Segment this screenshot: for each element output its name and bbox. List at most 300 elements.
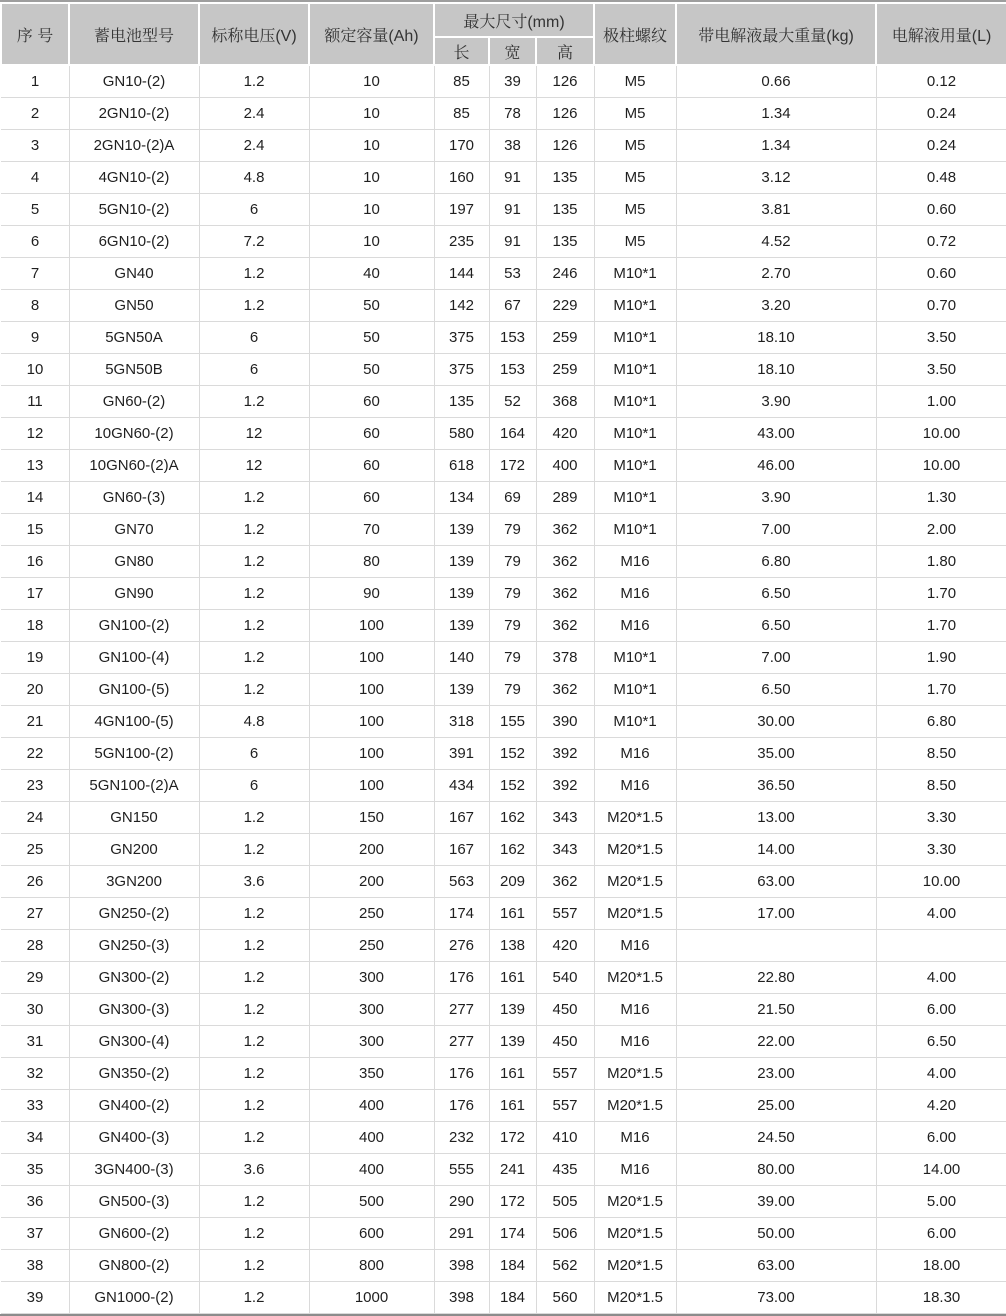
cell-height: 362 xyxy=(536,578,594,610)
column-header-serial: 序 号 xyxy=(1,3,69,65)
cell-model: GN100-(4) xyxy=(69,642,199,674)
cell-capacity: 400 xyxy=(309,1122,434,1154)
cell-voltage: 1.2 xyxy=(199,1218,309,1250)
cell-model: GN50 xyxy=(69,290,199,322)
cell-height: 368 xyxy=(536,386,594,418)
cell-electrolyte: 0.24 xyxy=(876,130,1006,162)
cell-length: 197 xyxy=(434,194,489,226)
cell-thread: M5 xyxy=(594,226,676,258)
cell-width: 79 xyxy=(489,514,536,546)
cell-weight: 21.50 xyxy=(676,994,876,1026)
cell-length: 174 xyxy=(434,898,489,930)
column-header-model: 蓄电池型号 xyxy=(69,3,199,65)
cell-serial: 35 xyxy=(1,1154,69,1186)
cell-capacity: 400 xyxy=(309,1090,434,1122)
cell-electrolyte: 0.24 xyxy=(876,98,1006,130)
cell-thread: M20*1.5 xyxy=(594,1218,676,1250)
cell-model: 4GN10-(2) xyxy=(69,162,199,194)
cell-weight: 22.80 xyxy=(676,962,876,994)
cell-weight: 0.66 xyxy=(676,65,876,98)
cell-width: 79 xyxy=(489,642,536,674)
cell-model: GN400-(3) xyxy=(69,1122,199,1154)
cell-length: 140 xyxy=(434,642,489,674)
table-row xyxy=(1,770,1006,802)
cell-thread: M16 xyxy=(594,994,676,1026)
cell-length: 85 xyxy=(434,65,489,98)
cell-weight: 3.20 xyxy=(676,290,876,322)
cell-height: 390 xyxy=(536,706,594,738)
cell-width: 38 xyxy=(489,130,536,162)
cell-width: 139 xyxy=(489,1026,536,1058)
cell-thread: M20*1.5 xyxy=(594,866,676,898)
cell-length: 277 xyxy=(434,1026,489,1058)
cell-thread: M10*1 xyxy=(594,258,676,290)
cell-model: GN100-(5) xyxy=(69,674,199,706)
cell-weight: 18.10 xyxy=(676,354,876,386)
cell-length: 563 xyxy=(434,866,489,898)
cell-capacity: 250 xyxy=(309,930,434,962)
cell-height: 392 xyxy=(536,738,594,770)
cell-capacity: 50 xyxy=(309,322,434,354)
cell-voltage: 12 xyxy=(199,450,309,482)
cell-width: 91 xyxy=(489,194,536,226)
cell-weight: 2.70 xyxy=(676,258,876,290)
cell-capacity: 300 xyxy=(309,1026,434,1058)
cell-weight: 3.81 xyxy=(676,194,876,226)
table-row xyxy=(1,482,1006,514)
cell-voltage: 1.2 xyxy=(199,994,309,1026)
cell-width: 153 xyxy=(489,354,536,386)
table-row xyxy=(1,386,1006,418)
cell-weight: 13.00 xyxy=(676,802,876,834)
cell-model: 3GN400-(3) xyxy=(69,1154,199,1186)
cell-thread: M5 xyxy=(594,65,676,98)
cell-weight: 39.00 xyxy=(676,1186,876,1218)
cell-capacity: 1000 xyxy=(309,1282,434,1314)
cell-thread: M5 xyxy=(594,130,676,162)
cell-weight: 7.00 xyxy=(676,642,876,674)
cell-voltage: 1.2 xyxy=(199,290,309,322)
cell-electrolyte: 10.00 xyxy=(876,866,1006,898)
cell-capacity: 60 xyxy=(309,418,434,450)
cell-electrolyte: 4.00 xyxy=(876,1058,1006,1090)
cell-electrolyte: 6.00 xyxy=(876,1218,1006,1250)
table-row xyxy=(1,1122,1006,1154)
cell-weight: 17.00 xyxy=(676,898,876,930)
cell-weight: 14.00 xyxy=(676,834,876,866)
cell-voltage: 1.2 xyxy=(199,546,309,578)
cell-electrolyte xyxy=(876,930,1006,962)
cell-voltage: 1.2 xyxy=(199,610,309,642)
cell-voltage: 1.2 xyxy=(199,962,309,994)
cell-height: 400 xyxy=(536,450,594,482)
cell-width: 139 xyxy=(489,994,536,1026)
cell-model: GN90 xyxy=(69,578,199,610)
cell-weight: 80.00 xyxy=(676,1154,876,1186)
cell-capacity: 90 xyxy=(309,578,434,610)
cell-electrolyte: 4.00 xyxy=(876,962,1006,994)
cell-width: 161 xyxy=(489,962,536,994)
cell-electrolyte: 18.00 xyxy=(876,1250,1006,1282)
table-row xyxy=(1,418,1006,450)
column-header-electrolyte: 电解液用量(L) xyxy=(876,3,1006,65)
cell-thread: M16 xyxy=(594,546,676,578)
cell-height: 410 xyxy=(536,1122,594,1154)
cell-height: 229 xyxy=(536,290,594,322)
cell-height: 259 xyxy=(536,354,594,386)
cell-thread: M20*1.5 xyxy=(594,1090,676,1122)
cell-width: 152 xyxy=(489,738,536,770)
cell-length: 85 xyxy=(434,98,489,130)
cell-model: GN300-(2) xyxy=(69,962,199,994)
cell-length: 580 xyxy=(434,418,489,450)
cell-length: 139 xyxy=(434,674,489,706)
cell-thread: M16 xyxy=(594,1026,676,1058)
cell-capacity: 10 xyxy=(309,194,434,226)
cell-width: 162 xyxy=(489,834,536,866)
cell-model: 10GN60-(2) xyxy=(69,418,199,450)
cell-height: 135 xyxy=(536,162,594,194)
cell-electrolyte: 8.50 xyxy=(876,770,1006,802)
cell-electrolyte: 5.00 xyxy=(876,1186,1006,1218)
cell-electrolyte: 0.12 xyxy=(876,65,1006,98)
cell-electrolyte: 0.72 xyxy=(876,226,1006,258)
cell-height: 259 xyxy=(536,322,594,354)
cell-width: 152 xyxy=(489,770,536,802)
cell-model: GN200 xyxy=(69,834,199,866)
cell-capacity: 400 xyxy=(309,1154,434,1186)
cell-voltage: 1.2 xyxy=(199,1282,309,1314)
table-row xyxy=(1,642,1006,674)
cell-weight: 23.00 xyxy=(676,1058,876,1090)
cell-capacity: 50 xyxy=(309,354,434,386)
cell-serial: 6 xyxy=(1,226,69,258)
cell-width: 78 xyxy=(489,98,536,130)
table-row xyxy=(1,1090,1006,1122)
cell-thread: M20*1.5 xyxy=(594,1058,676,1090)
cell-length: 144 xyxy=(434,258,489,290)
cell-voltage: 2.4 xyxy=(199,98,309,130)
cell-weight: 36.50 xyxy=(676,770,876,802)
cell-width: 161 xyxy=(489,898,536,930)
cell-thread: M16 xyxy=(594,770,676,802)
cell-height: 126 xyxy=(536,65,594,98)
cell-weight: 6.50 xyxy=(676,674,876,706)
cell-width: 184 xyxy=(489,1250,536,1282)
cell-voltage: 3.6 xyxy=(199,866,309,898)
cell-length: 139 xyxy=(434,610,489,642)
cell-thread: M20*1.5 xyxy=(594,962,676,994)
cell-model: 5GN50B xyxy=(69,354,199,386)
cell-thread: M10*1 xyxy=(594,706,676,738)
table-row xyxy=(1,354,1006,386)
cell-width: 161 xyxy=(489,1090,536,1122)
table-row xyxy=(1,994,1006,1026)
cell-serial: 7 xyxy=(1,258,69,290)
cell-capacity: 200 xyxy=(309,866,434,898)
cell-electrolyte: 14.00 xyxy=(876,1154,1006,1186)
cell-voltage: 4.8 xyxy=(199,162,309,194)
cell-electrolyte: 4.20 xyxy=(876,1090,1006,1122)
cell-length: 375 xyxy=(434,354,489,386)
cell-voltage: 1.2 xyxy=(199,1250,309,1282)
battery-spec-table xyxy=(0,2,1006,1314)
cell-length: 618 xyxy=(434,450,489,482)
cell-thread: M10*1 xyxy=(594,450,676,482)
cell-height: 420 xyxy=(536,930,594,962)
cell-thread: M20*1.5 xyxy=(594,1186,676,1218)
cell-height: 505 xyxy=(536,1186,594,1218)
table-header xyxy=(1,3,1006,65)
cell-voltage: 1.2 xyxy=(199,930,309,962)
cell-electrolyte: 10.00 xyxy=(876,450,1006,482)
cell-serial: 24 xyxy=(1,802,69,834)
cell-serial: 22 xyxy=(1,738,69,770)
cell-voltage: 1.2 xyxy=(199,65,309,98)
cell-length: 134 xyxy=(434,482,489,514)
cell-serial: 1 xyxy=(1,65,69,98)
cell-serial: 13 xyxy=(1,450,69,482)
cell-height: 246 xyxy=(536,258,594,290)
cell-voltage: 6 xyxy=(199,194,309,226)
table-row xyxy=(1,162,1006,194)
cell-length: 232 xyxy=(434,1122,489,1154)
cell-electrolyte: 3.30 xyxy=(876,802,1006,834)
cell-weight: 24.50 xyxy=(676,1122,876,1154)
cell-model: 6GN10-(2) xyxy=(69,226,199,258)
cell-length: 139 xyxy=(434,514,489,546)
cell-model: GN250-(2) xyxy=(69,898,199,930)
cell-voltage: 6 xyxy=(199,738,309,770)
cell-capacity: 300 xyxy=(309,994,434,1026)
table-row xyxy=(1,514,1006,546)
cell-width: 172 xyxy=(489,1122,536,1154)
cell-length: 139 xyxy=(434,546,489,578)
cell-serial: 31 xyxy=(1,1026,69,1058)
cell-thread: M16 xyxy=(594,1154,676,1186)
table-row xyxy=(1,674,1006,706)
cell-capacity: 800 xyxy=(309,1250,434,1282)
cell-electrolyte: 10.00 xyxy=(876,418,1006,450)
cell-serial: 32 xyxy=(1,1058,69,1090)
cell-length: 434 xyxy=(434,770,489,802)
cell-capacity: 100 xyxy=(309,706,434,738)
table-row xyxy=(1,1250,1006,1282)
cell-thread: M20*1.5 xyxy=(594,802,676,834)
cell-weight: 35.00 xyxy=(676,738,876,770)
cell-height: 362 xyxy=(536,546,594,578)
cell-weight: 3.90 xyxy=(676,482,876,514)
table-row xyxy=(1,226,1006,258)
cell-voltage: 1.2 xyxy=(199,1186,309,1218)
cell-height: 392 xyxy=(536,770,594,802)
cell-height: 135 xyxy=(536,194,594,226)
table-row xyxy=(1,898,1006,930)
cell-voltage: 7.2 xyxy=(199,226,309,258)
cell-width: 79 xyxy=(489,674,536,706)
cell-electrolyte: 0.70 xyxy=(876,290,1006,322)
cell-length: 170 xyxy=(434,130,489,162)
cell-length: 176 xyxy=(434,1058,489,1090)
cell-model: 5GN10-(2) xyxy=(69,194,199,226)
cell-thread: M5 xyxy=(594,194,676,226)
cell-height: 562 xyxy=(536,1250,594,1282)
cell-length: 139 xyxy=(434,578,489,610)
cell-thread: M10*1 xyxy=(594,482,676,514)
cell-model: GN300-(4) xyxy=(69,1026,199,1058)
cell-width: 174 xyxy=(489,1218,536,1250)
cell-length: 167 xyxy=(434,802,489,834)
cell-thread: M10*1 xyxy=(594,354,676,386)
cell-height: 343 xyxy=(536,834,594,866)
cell-width: 172 xyxy=(489,450,536,482)
cell-capacity: 200 xyxy=(309,834,434,866)
cell-voltage: 1.2 xyxy=(199,514,309,546)
cell-height: 506 xyxy=(536,1218,594,1250)
cell-capacity: 60 xyxy=(309,482,434,514)
column-header-capacity: 额定容量(Ah) xyxy=(309,3,434,65)
cell-weight: 30.00 xyxy=(676,706,876,738)
cell-length: 176 xyxy=(434,1090,489,1122)
cell-voltage: 1.2 xyxy=(199,482,309,514)
cell-height: 126 xyxy=(536,98,594,130)
cell-length: 318 xyxy=(434,706,489,738)
cell-length: 167 xyxy=(434,834,489,866)
cell-voltage: 6 xyxy=(199,770,309,802)
cell-electrolyte: 1.70 xyxy=(876,674,1006,706)
cell-model: 4GN100-(5) xyxy=(69,706,199,738)
cell-model: GN70 xyxy=(69,514,199,546)
cell-height: 557 xyxy=(536,898,594,930)
table-row xyxy=(1,578,1006,610)
cell-voltage: 1.2 xyxy=(199,1090,309,1122)
cell-serial: 30 xyxy=(1,994,69,1026)
cell-thread: M20*1.5 xyxy=(594,1250,676,1282)
cell-width: 153 xyxy=(489,322,536,354)
cell-model: 2GN10-(2) xyxy=(69,98,199,130)
table-row xyxy=(1,1154,1006,1186)
column-header-height: 高 xyxy=(536,37,594,65)
cell-electrolyte: 6.00 xyxy=(876,1122,1006,1154)
cell-thread: M10*1 xyxy=(594,322,676,354)
cell-serial: 9 xyxy=(1,322,69,354)
cell-height: 560 xyxy=(536,1282,594,1314)
cell-electrolyte: 3.50 xyxy=(876,354,1006,386)
cell-capacity: 250 xyxy=(309,898,434,930)
cell-capacity: 70 xyxy=(309,514,434,546)
cell-width: 138 xyxy=(489,930,536,962)
cell-capacity: 100 xyxy=(309,642,434,674)
cell-thread: M16 xyxy=(594,930,676,962)
cell-voltage: 4.8 xyxy=(199,706,309,738)
cell-serial: 19 xyxy=(1,642,69,674)
cell-capacity: 50 xyxy=(309,290,434,322)
cell-height: 540 xyxy=(536,962,594,994)
cell-height: 362 xyxy=(536,866,594,898)
cell-model: 5GN100-(2) xyxy=(69,738,199,770)
cell-height: 343 xyxy=(536,802,594,834)
cell-height: 289 xyxy=(536,482,594,514)
cell-height: 126 xyxy=(536,130,594,162)
cell-thread: M10*1 xyxy=(594,642,676,674)
table-row xyxy=(1,130,1006,162)
cell-length: 398 xyxy=(434,1282,489,1314)
cell-width: 161 xyxy=(489,1058,536,1090)
table-row xyxy=(1,1026,1006,1058)
cell-serial: 26 xyxy=(1,866,69,898)
cell-voltage: 2.4 xyxy=(199,130,309,162)
cell-height: 557 xyxy=(536,1058,594,1090)
table-row xyxy=(1,706,1006,738)
cell-thread: M20*1.5 xyxy=(594,898,676,930)
cell-serial: 34 xyxy=(1,1122,69,1154)
cell-capacity: 100 xyxy=(309,770,434,802)
cell-capacity: 10 xyxy=(309,65,434,98)
cell-width: 241 xyxy=(489,1154,536,1186)
cell-voltage: 6 xyxy=(199,322,309,354)
cell-capacity: 80 xyxy=(309,546,434,578)
cell-serial: 10 xyxy=(1,354,69,386)
cell-thread: M16 xyxy=(594,578,676,610)
cell-length: 142 xyxy=(434,290,489,322)
cell-serial: 25 xyxy=(1,834,69,866)
cell-height: 135 xyxy=(536,226,594,258)
cell-height: 362 xyxy=(536,610,594,642)
cell-thread: M10*1 xyxy=(594,514,676,546)
cell-length: 277 xyxy=(434,994,489,1026)
table-row xyxy=(1,610,1006,642)
cell-thread: M5 xyxy=(594,98,676,130)
cell-electrolyte: 1.00 xyxy=(876,386,1006,418)
cell-electrolyte: 0.48 xyxy=(876,162,1006,194)
column-header-dimensions: 最大尺寸(mm) xyxy=(434,3,594,37)
cell-thread: M10*1 xyxy=(594,386,676,418)
cell-width: 53 xyxy=(489,258,536,290)
cell-height: 557 xyxy=(536,1090,594,1122)
table-row xyxy=(1,930,1006,962)
cell-height: 435 xyxy=(536,1154,594,1186)
table-row xyxy=(1,1218,1006,1250)
table-row xyxy=(1,450,1006,482)
table-row xyxy=(1,866,1006,898)
cell-length: 160 xyxy=(434,162,489,194)
cell-height: 420 xyxy=(536,418,594,450)
cell-length: 398 xyxy=(434,1250,489,1282)
cell-capacity: 600 xyxy=(309,1218,434,1250)
table-row xyxy=(1,834,1006,866)
cell-serial: 38 xyxy=(1,1250,69,1282)
table-row xyxy=(1,1058,1006,1090)
cell-weight: 4.52 xyxy=(676,226,876,258)
cell-length: 391 xyxy=(434,738,489,770)
cell-voltage: 1.2 xyxy=(199,834,309,866)
cell-model: GN100-(2) xyxy=(69,610,199,642)
cell-length: 176 xyxy=(434,962,489,994)
cell-weight: 7.00 xyxy=(676,514,876,546)
column-header-width: 宽 xyxy=(489,37,536,65)
cell-thread: M5 xyxy=(594,162,676,194)
cell-weight: 25.00 xyxy=(676,1090,876,1122)
column-header-voltage: 标称电压(V) xyxy=(199,3,309,65)
cell-voltage: 1.2 xyxy=(199,1122,309,1154)
cell-thread: M16 xyxy=(594,738,676,770)
cell-length: 555 xyxy=(434,1154,489,1186)
cell-weight: 1.34 xyxy=(676,98,876,130)
cell-width: 162 xyxy=(489,802,536,834)
cell-capacity: 60 xyxy=(309,450,434,482)
cell-capacity: 10 xyxy=(309,162,434,194)
cell-capacity: 350 xyxy=(309,1058,434,1090)
